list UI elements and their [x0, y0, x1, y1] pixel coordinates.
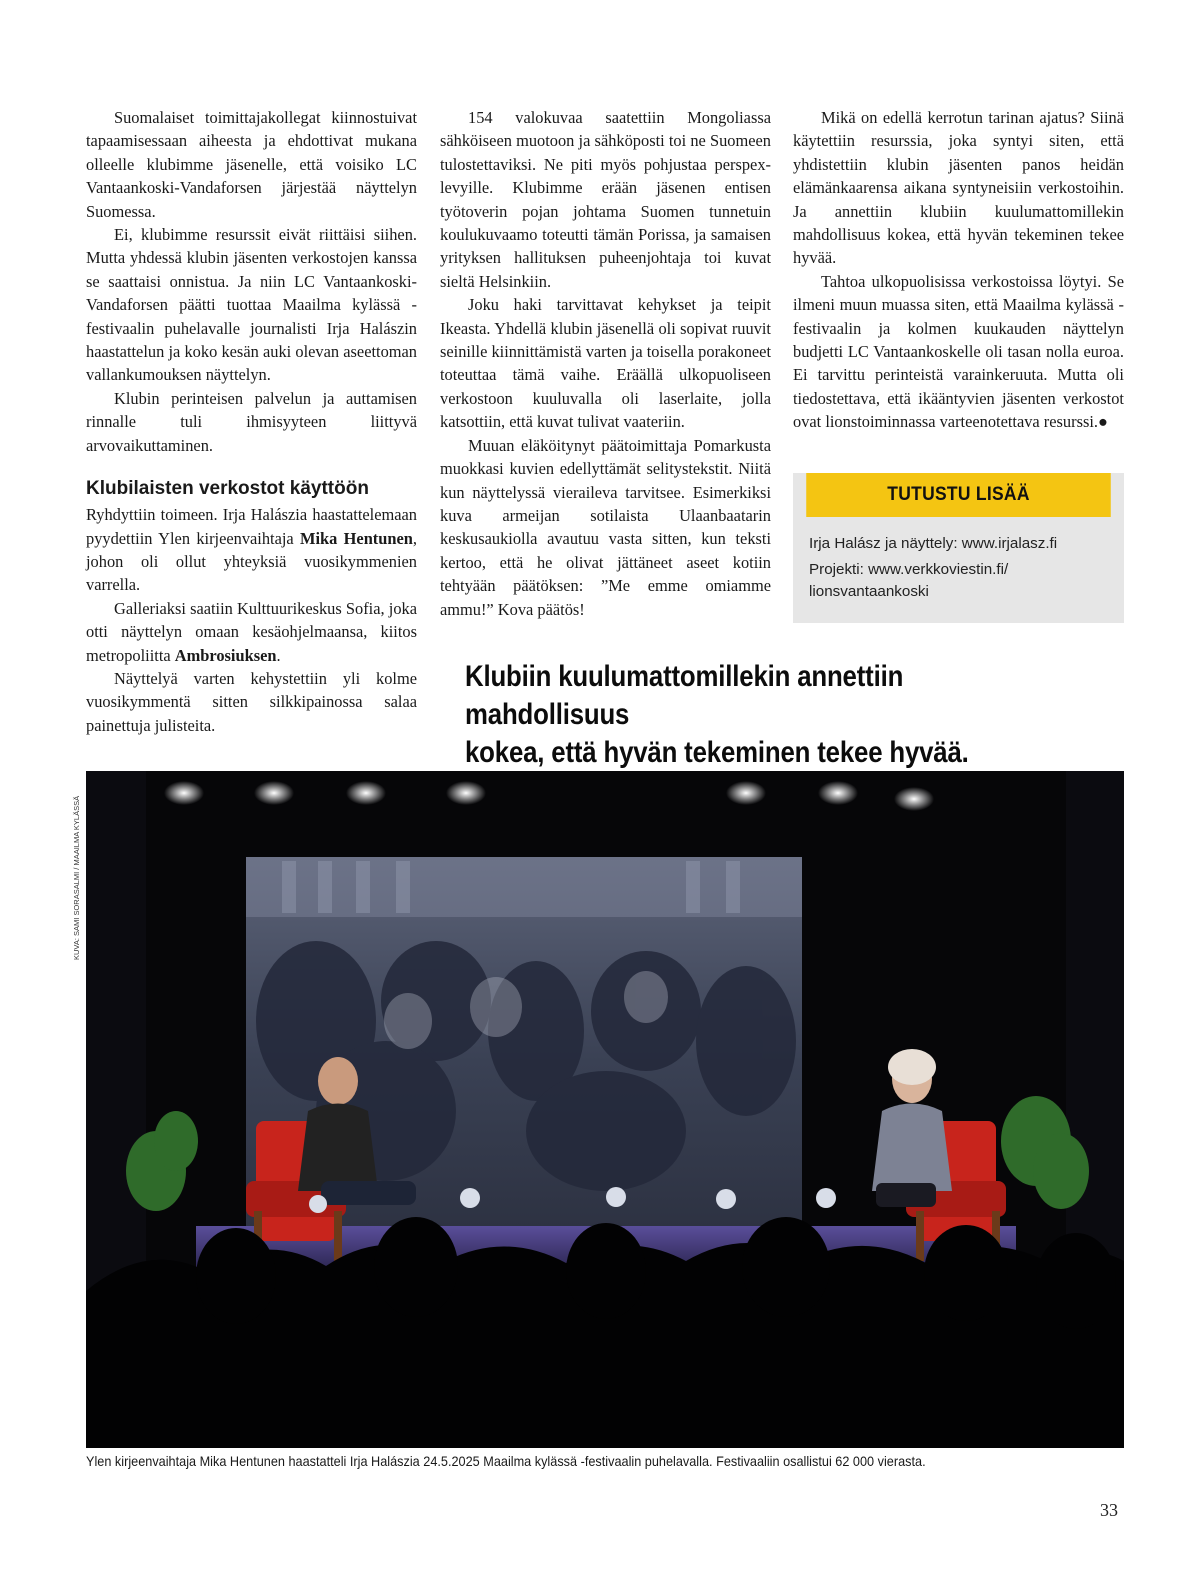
paragraph: Suomalaiset toimittajakollegat kiinnostuivat tapaamisessaan aiheesta ja ehdottivat mukana olleelle klubimme jäsenelle, että voisiko LC Vantaankoski-Vandaforsen järjestää näyttelyn Suomessa.: [86, 108, 417, 221]
page-number: 33: [1100, 1500, 1118, 1520]
photo-caption: Ylen kirjeenvaihtaja Mika Hentunen haastatteli Irja Halászia 24.5.2025 Maailma kylässä -festivaalin puhelavalla. Festivaaliin osallistui 62 000 vierasta.: [86, 1454, 926, 1469]
paragraph: Muuan eläköitynyt päätoimittaja Pomarkusta muokkasi kuvien edellyttämät selitystekstit. Niitä kun näyttelyssä vieraileva tarvitsee. Esimerkiksi kuva armeijan sotilaista Ulaanbaatarin keskusaukiolla avautuu vasta sitten, kun teksti kertoo, että he olivat jättäneet aseet kotiin tehtyään päätöksen: ”Me emme omiamme ammu!” Kova päätös!: [440, 435, 771, 619]
paragraph: Galleriaksi saatiin Kulttuurikeskus Sofia, joka otti näyttelyn omaan kesäohjelmaansa, kiitos metropoliitta Ambrosiuksen.: [86, 598, 417, 665]
pull-quote: Klubiin kuulumattomillekin annettiin mahdollisuus kokea, että hyvän tekeminen tekee hyvää.: [465, 660, 969, 769]
info-box-body: [793, 517, 1124, 604]
paragraph: Mikä on edellä kerrotun tarinan ajatus? Siinä käytettiin resurssia, joka syntyi siten, että yhdistettiin klubin jäsenten panos heidän elämänkaarensa aikana syntyneisiin verkostoihin. Ja annettiin klubiin kuulumattomillekin mahdollisuus kokea, että hyvän tekeminen tekee hyvää.: [793, 108, 1124, 268]
paragraph: 154 valokuvaa saatettiin Mongoliassa sähköiseen muotoon ja sähköposti toi ne Suomeen tulostettaviksi. Ne piti myös pohjustaa perspex-levyille. Klubimme erään jäsenen entisen työtoverin pojan johtama Suomen tunnetuin koulukuvaamo toteutti tämän Porissa, ja samaisen yrityksen hallituksen puheenjohtaja toi kuvat sieltä Helsinkiin.: [440, 108, 771, 291]
person-name: Ambrosiuksen: [174, 645, 277, 665]
paragraph: Näyttelyä varten kehystettiin yli kolme vuosikymmentä sitten silkkipainossa salaa painettuja julisteita.: [86, 668, 417, 735]
info-link-project[interactable]: Projekti: www.verkkoviestin.fi/ lionsvantaankoski: [809, 560, 1009, 600]
stage-photo-illustration: [86, 771, 1124, 1448]
person-name: Mika Hentunen: [300, 528, 413, 548]
info-link-exhibition[interactable]: Irja Halász ja näyttely: www.irjalasz.fi: [809, 535, 1058, 552]
paragraph: Joku haki tarvittavat kehykset ja teipit Ikeasta. Yhdellä klubin jäsenellä oli sopivat ruuvit seinille kiinnittämistä varten ja toisella porakoneet toteuttaa tämä vaihe. Eräällä ulkopuoliseen verkostoon kuuluvalla oli laserlaite, jolla katsottiin, että kuvat tulivat vaateriin.: [440, 295, 771, 432]
info-box: [793, 473, 1124, 623]
article-column-2: [440, 106, 771, 621]
section-subheading: Klubilaisten verkostot käyttöön: [86, 478, 369, 500]
paragraph: Ei, klubimme resurssit eivät riittäisi siihen. Mutta yhdessä klubin jäsenten verkostojen kanssa se saattaisi onnistua. Ja niin LC Vantaankoski-Vandaforsen päätti tuottaa Maailma kylässä -festivaalin puhelavalle journalisti Irja Halászin haastattelun ja koko kesän auki olevan aseettoman vallankumouksen näyttelyn.: [86, 225, 417, 385]
stage-photo: [86, 771, 1124, 1448]
photo-credit: KUVA: SAMI SORASALMI / MAAILMA KYLÄSSÄ: [72, 795, 81, 960]
end-mark: ●: [1097, 412, 1108, 432]
paragraph: Klubin perinteisen palvelun ja auttamisen rinnalle tuli ihmisyyteen liittyvä arvovaikuttaminen.: [86, 388, 417, 455]
info-box-title: TUTUSTU LISÄÄ: [806, 473, 1111, 517]
paragraph: Ryhdyttiin toimeen. Irja Halászia haastattelemaan pyydettiin Ylen kirjeenvaihtaja Mika Hentunen, johon oli ollut yhteyksiä vuosikymmenien varrella.: [86, 505, 418, 595]
article-column-3: [793, 106, 1124, 434]
paragraph: Tahtoa ulkopuolisissa verkostoissa löytyi. Se ilmeni muun muassa siten, että Maailma kylässä -festivaalin ja kolmen kuukauden näyttelyn budjetti LC Vantaankoskelle oli tasan nolla euroa. Ei tarvittu perinteistä varainkeruuta. Mutta oli tiedostettava, että ikääntyvien jäsenten verkostot ovat lionstoiminnassa varteenotettava resurssi.●: [793, 271, 1124, 432]
article-column-1: [86, 106, 417, 737]
